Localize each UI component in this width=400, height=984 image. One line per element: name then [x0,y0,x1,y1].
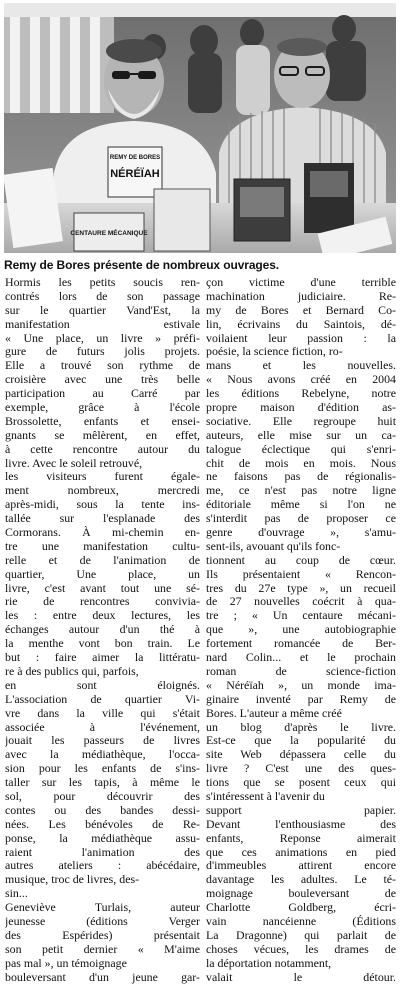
article-line: jouait les passeurs de livres [5,734,200,748]
article-line: ginaire inventé par Remy de [206,692,396,706]
article-line: en sont éloignés. [5,678,200,692]
article-line: Devant l'enthousiasme des [206,817,396,831]
article-line: quartier, Une place, un [5,567,200,581]
article-line: sin... [5,887,28,901]
article-line: tionnent au coup de cœur. [206,553,396,567]
article-line: sol, pour découvrir des [5,789,200,803]
article-line: la déportation notamment, [206,956,332,970]
article-line: gure de futurs jolis projets. [5,345,200,359]
article-line: ne faisons pas de régionalis- [206,470,396,484]
article-column-left [5,276,200,984]
article-line: talogue éclectique qui s'enri- [206,442,396,456]
article-line: tre ; « Un centaure mécani- [206,609,396,623]
article-line: un blog d'après le livre. [206,720,396,734]
article-line: s'intéressent à l'avenir du [206,789,325,803]
article-line: avec la médiathèque, l'occa- [5,748,200,762]
article-line: support papier. [206,803,396,817]
article-line: échanges autour d'un thé à [5,623,200,637]
article-line: Hormis les petits soucis ren- [5,276,200,289]
article-line: livre. Avec le soleil retrouvé, [5,456,143,470]
article-line: à cette rencontre autour du [5,442,200,456]
article-line: fortement romancée de Ber- [206,637,396,651]
article-line: Brossolette, enfants et ensei- [5,414,200,428]
article-line: mans et les nouvelles. [206,359,396,373]
article-line: choses vécues, les drames de [206,942,396,956]
article-line: lin, écrivains du Saintois, dé- [206,317,396,331]
article-line: les éditions Rebelyne, notre [206,387,396,401]
article-line: croisière avec une très belle [5,373,200,387]
article-line: ponse, la médiathèque assu- [5,831,200,845]
article-line: exemple, grâce à l'école [5,401,200,415]
article-line: des Espérides) présentait [5,928,200,942]
article-line: tions que se posent ceux qui [206,776,396,790]
article-line: « Néréïah », un monde ima- [206,678,396,692]
article-column-right [206,276,396,984]
article-line: taller sur les tapis, à même le [5,776,200,790]
article-line: livre, c'est avant tout une sé- [5,581,200,595]
article-line: pas mal », un témoignage [5,956,127,970]
article-line: participation au Carré par [5,387,200,401]
article-line: d'immeubles attirent encore [206,859,396,873]
article-line: s'interdit pas de proposer ce [206,512,396,526]
article-line: valait le détour. [206,970,396,984]
photo-caption: Remy de Bores présente de nombreux ouvrages. [4,258,280,272]
article-line: tres du 27e type », un recueil [206,581,396,595]
article-line: que », une autobiographie [206,623,396,637]
article-line: Elle a trouvé son rythme de [5,359,200,373]
article-line: sociative. Elle regroupe huit [206,414,396,428]
article-line: musique, troc de livres, des- [5,873,140,887]
tshirt-author-text: REMY DE BORES [109,155,161,161]
article-line: La Dragonne) qui parlait de [206,928,396,942]
article-line: tallée sur l'esplanade des [5,512,200,526]
article-line: Bores. L'auteur a même créé [206,706,342,720]
article-line: sur le quartier Vand'Est, la [5,303,200,317]
article-line: Ils présentaient « Rencon- [206,567,396,581]
article-line: machination judiciaire. Re- [206,289,396,303]
tshirt-title-text: NÉRÉÏAH [110,168,160,180]
article-line: me, ce n'est pas notre ligne [206,484,396,498]
article-line: propre maison d'édition as- [206,401,396,415]
article-line: roman de science-fiction [206,664,396,678]
article-line: auteurs, elle mise sur un ca- [206,428,396,442]
article-line: sion pour les enfants de s'ins- [5,762,200,776]
article-line: tre une manifestation cultu- [5,539,200,553]
article-line: voilaient leur passion : la [206,331,396,345]
article-line: genre d'ouvrage », s'amu- [206,526,396,540]
article-line: vain nancéienne (Éditions [206,914,396,928]
article-line: L'association de quartier Vi- [5,692,200,706]
article-line: contrés lors de son passage [5,289,200,303]
article-line: jeunesse (éditions Verger [5,914,200,928]
article-line: sent-ils, avouant qu'ils fonc- [206,539,341,553]
article-line: vre dans la ville qui s'était [5,706,200,720]
article-line: que ces animations en pied [206,845,396,859]
article-line: associée à l'événement, [5,720,200,734]
article-line: but : faire aimer la littératu- [5,651,200,665]
article-line: « Nous avons créé en 2004 [206,373,396,387]
article-line: davantage les adultes. Le té- [206,873,396,887]
article-line: raient l'animation des [5,845,200,859]
article-line: la menthe vont bon train. Le [5,637,200,651]
article-line: autres ateliers : abécédaire, [5,859,200,873]
article-line: site Web dépassera celle du [206,748,396,762]
article-line: re à des publics qui, parfois, [5,664,139,678]
article-line: de 27 nouvelles coécrit à qua- [206,595,396,609]
article-line: enfants, Reponse aimerait [206,831,396,845]
book-centaure-text: CENTAURE MÉCANIQUE [70,230,148,237]
article-line: nard Colin... et le prochain [206,651,396,665]
article-line: ment nombreux, mercredi [5,484,200,498]
article-line: nées. Les bénévoles de Re- [5,817,200,831]
article-line: « Une place, un livre » préfi- [5,331,200,345]
article-line: éditoriale même si l'on ne [206,498,396,512]
article-line: relle et de l'animation de [5,553,200,567]
article-line: son petit dernier « M'aime [5,942,200,956]
article-photo [4,3,396,253]
article-line: Est-ce que la popularité du [206,734,396,748]
article-line: moignage bouleversant de [206,887,396,901]
article-line: manifestation estivale [5,317,200,331]
article-line: Charlotte Goldberg, écri- [206,901,396,915]
article-line: contes ou des bandes dessi- [5,803,200,817]
article-line: poésie, la science fiction, ro- [206,345,343,359]
article-line: les : entre deux lectures, les [5,609,200,623]
article-line: Cormorans. À mi-chemin en- [5,526,200,540]
article-line: chit de mois en mois. Nous [206,456,396,470]
article-line: my de Bores et Bernard Co- [206,303,396,317]
article-line: rie de rencontres convivia- [5,595,200,609]
article-line: bouleversant d'un jeune gar- [5,970,200,984]
article-line: après-midi, sous la tente ins- [5,498,200,512]
article-line: les visiteurs furent égale- [5,470,200,484]
article-line: gnants se mêlèrent, en effet, [5,428,200,442]
article-line: çon victime d'une terrible [206,276,396,289]
article-line: livre ? C'est une des ques- [206,762,396,776]
article-line: Geneviève Turlais, auteur [5,901,200,915]
